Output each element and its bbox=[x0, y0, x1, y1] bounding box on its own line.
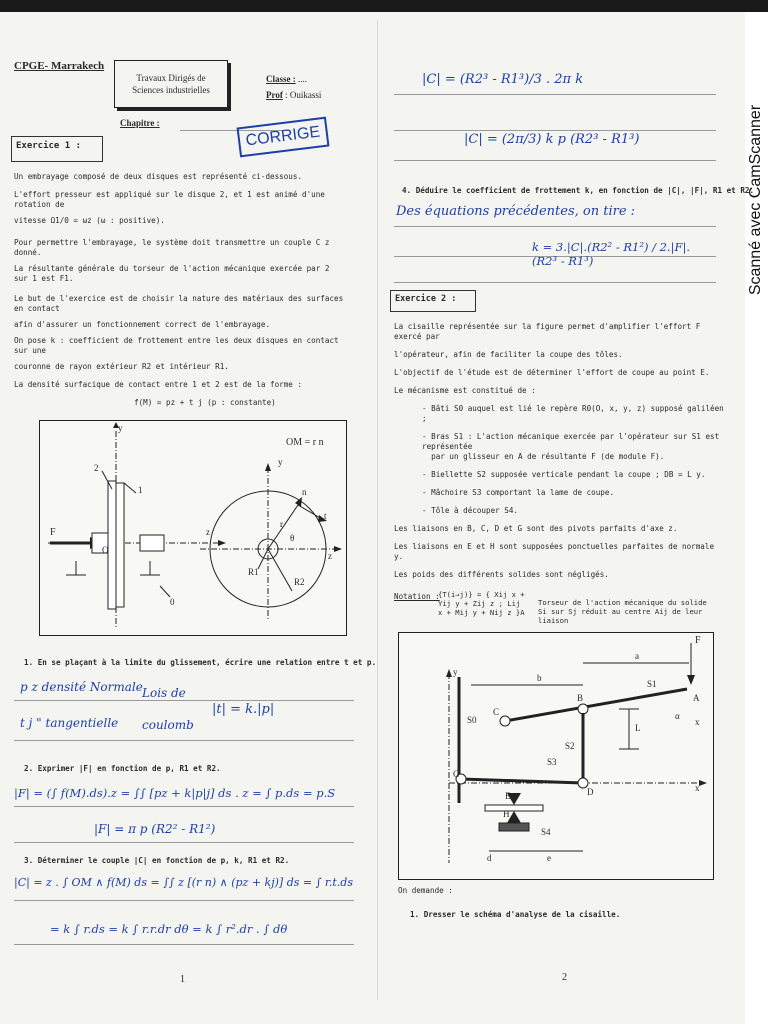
answer-line bbox=[14, 944, 354, 945]
fig2-D-label: D bbox=[587, 787, 594, 797]
school-name: CPGE- Marrakech bbox=[14, 60, 105, 72]
ex2-para: La cisaille représentée sur la figure permet d'amplifier l'effort F exercé par bbox=[394, 322, 701, 341]
t-vector-label: t bbox=[324, 511, 327, 521]
clutch-diagram bbox=[40, 421, 346, 635]
fig2-s3-label: S3 bbox=[547, 757, 557, 767]
ex1-para: L'effort presseur est appliqué sur le disque 2, et 1 est animé d'une rotation de bbox=[14, 190, 325, 209]
question-4: 4. Déduire le coefficient de frottement k, en fonction de |C|, |F|, R1 et R2. bbox=[402, 186, 755, 195]
fig2-alpha-label: α bbox=[675, 711, 680, 721]
r2-label: R2 bbox=[294, 577, 305, 587]
radius-label: r bbox=[280, 519, 283, 529]
ex1-para: Un embrayage composé de deux disques est représenté ci-dessous. bbox=[14, 172, 303, 181]
disk2-label: 2 bbox=[94, 463, 99, 473]
ex2-para: l'opérateur, afin de faciliter la coupe des tôles. bbox=[394, 350, 623, 359]
exercise1-title: Exercice 1 : bbox=[11, 136, 103, 162]
answer-line bbox=[394, 226, 716, 227]
ex1-para: Pour permettre l'embrayage, le système doit transmettre un couple C z donné. bbox=[14, 238, 330, 257]
answer-1-relation: |t| = k.|p| bbox=[212, 702, 275, 717]
shear-diagram bbox=[399, 633, 713, 879]
prof-label: Prof bbox=[266, 90, 283, 100]
notation-text: Torseur de l'action mécanique du solide Si sur Sj réduit au centre Aij de leur liaison bbox=[538, 598, 707, 625]
ex2-para: L'objectif de l'étude est de déterminer l'effort de coupe au point E. bbox=[394, 368, 710, 377]
ex1-para: On pose k : coefficient de frottement entre les deux disques en contact sur une bbox=[14, 336, 339, 355]
page-number-1: 1 bbox=[180, 974, 185, 985]
answer-2-line1: |F| = (∫ f(M).ds).z = ∫∫ [pz + k|p|j] ds . z = ∫ p.ds = p.S bbox=[14, 786, 336, 800]
ex1-para: afin d'assurer un fonctionnement correct de l'embrayage. bbox=[14, 320, 271, 329]
fig2-x-label: x bbox=[695, 717, 700, 727]
right-x-label: z bbox=[328, 551, 332, 561]
right-y-label: y bbox=[278, 457, 283, 467]
ex2-after: Les liaisons en B, C, D et G sont des pivots parfaits d'axe z. bbox=[394, 524, 678, 533]
answer-1-law: Lois de bbox=[142, 686, 186, 700]
ex1-para: couronne de rayon extérieur R2 et intérieur R1. bbox=[14, 362, 229, 371]
fig2-s0-label: S0 bbox=[467, 715, 477, 725]
scanner-watermark: Scanné avec CamScanner bbox=[747, 104, 764, 296]
question-2: 2. Exprimer |F| en fonction de p, R1 et R2. bbox=[24, 764, 221, 773]
answer-line bbox=[394, 160, 716, 161]
ex1-para: La densité surfacique de contact entre 1 et 2 est de la forme : bbox=[14, 380, 303, 389]
answer-3-cont-1: |C| = (R2³ - R1³)/3 . 2π k bbox=[422, 72, 584, 87]
classe-field bbox=[266, 74, 307, 84]
corrige-stamp: CORRIGE bbox=[237, 117, 330, 158]
notation-label: Notation : bbox=[394, 592, 440, 601]
om-label: OM = r n bbox=[286, 437, 324, 448]
fig2-s1-label: S1 bbox=[647, 679, 657, 689]
ex2-item: - Bâti S0 auquel est lié le repère R0(O, x, y, z) supposé galiléen ; bbox=[422, 404, 724, 423]
answer-line bbox=[14, 806, 354, 807]
disk1-label: 1 bbox=[138, 485, 143, 495]
td-title-line2: Sciences industrielles bbox=[132, 85, 210, 95]
ex2-para: Le mécanisme est constitué de : bbox=[394, 386, 536, 395]
classe-value: .... bbox=[298, 74, 307, 84]
ex2-item: - Biellette S2 supposée verticale pendant la coupe ; DB = L y. bbox=[422, 470, 706, 479]
ex1-para: La résultante générale du torseur de l'action mécanique exercée par 2 sur 1 est F1. bbox=[14, 264, 330, 283]
frame-label: 0 bbox=[170, 597, 175, 607]
classe-label: Classe : bbox=[266, 74, 296, 84]
ex2-after: Les liaisons en E et H sont supposées ponctuelles parfaites de normale y. bbox=[394, 542, 715, 561]
answer-4-intro: Des équations précédentes, on tire : bbox=[396, 204, 636, 219]
answer-line bbox=[14, 700, 354, 701]
fig2-L-label: L bbox=[635, 723, 641, 733]
ex1-para: Le but de l'exercice est de choisir la nature des matériaux des surfaces en contact bbox=[14, 294, 344, 313]
scan-top-edge bbox=[0, 0, 768, 12]
fig2-C-label: C bbox=[493, 707, 500, 717]
ex2-after: Les poids des différents solides sont négligés. bbox=[394, 570, 609, 579]
fig2-x2-label: x bbox=[695, 783, 700, 793]
fig2-H-label: H bbox=[503, 809, 510, 819]
exercise1-statement bbox=[14, 172, 344, 408]
shear-figure bbox=[398, 632, 714, 880]
fig2-A-label: A bbox=[693, 693, 700, 703]
answer-1-law2: coulomb bbox=[142, 718, 194, 732]
answer-2-line2: |F| = π p (R2² - R1²) bbox=[94, 822, 216, 836]
notation-torseur: {T(i→j)} = { Xij x + Yij y + Zij z ; Lij x + Mij y + Nij z }A bbox=[438, 590, 525, 617]
answer-line bbox=[394, 130, 716, 131]
answer-3-line2: = k ∫ r.ds = k ∫ r.r.dr dθ = k ∫ r².dr . ∫ dθ bbox=[50, 922, 288, 936]
ex2-item: - Bras S1 : L'action mécanique exercée par l'opérateur sur S1 est représentée bbox=[422, 432, 720, 451]
page-number-2: 2 bbox=[562, 972, 567, 983]
exercise2-title: Exercice 2 : bbox=[390, 290, 476, 312]
theta-label: θ bbox=[290, 533, 295, 543]
ex1-density-formula: f(M) = pz + t j (p : constante) bbox=[134, 398, 276, 407]
prof-value: : Ouikassi bbox=[285, 90, 322, 100]
page-divider bbox=[377, 20, 378, 1000]
fig2-s4-label: S4 bbox=[541, 827, 551, 837]
ex2-item: - Tôle à découper S4. bbox=[422, 506, 519, 515]
answer-line bbox=[394, 282, 716, 283]
answer-line bbox=[394, 94, 716, 95]
fig2-E-label: E bbox=[505, 791, 511, 801]
origin-label: O bbox=[102, 545, 109, 555]
answer-line bbox=[14, 842, 354, 843]
y-axis-label: y bbox=[118, 423, 123, 433]
td-title-line1: Travaux Dirigés de bbox=[136, 73, 206, 83]
r1-label: R1 bbox=[248, 567, 259, 577]
z-axis-label: z bbox=[206, 527, 210, 537]
fig2-force-label: F bbox=[695, 635, 701, 646]
ex2-item: par un glisseur en A de résultante F (de module F). bbox=[422, 452, 665, 461]
fig2-a-label: a bbox=[635, 651, 639, 661]
answer-1-tangential: t j " tangentielle bbox=[20, 716, 119, 730]
answer-3-cont-2: |C| = (2π/3) k p (R2³ - R1³) bbox=[464, 132, 640, 147]
fig2-B-label: B bbox=[577, 693, 584, 703]
chapitre-label: Chapitre : bbox=[120, 118, 160, 128]
answer-4-formula: k = 3.|C|.(R2² - R1²) / 2.|F|.(R2³ - R1³) bbox=[532, 240, 690, 268]
answer-line bbox=[14, 740, 354, 741]
force-label: F bbox=[50, 527, 56, 538]
answer-1-normal: p z densité Normale bbox=[20, 680, 143, 694]
fig2-G-label: G bbox=[453, 769, 460, 779]
answer-line bbox=[14, 900, 354, 901]
prof-field bbox=[266, 90, 321, 100]
ex1-para: vitesse Ω1/0 = ωz (ω : positive). bbox=[14, 216, 165, 225]
td-title-box bbox=[114, 60, 228, 108]
answer-3-line1: |C| = z . ∫ OM ∧ f(M) ds = ∫∫ z [(r n) ∧ (pz + kj)] ds = ∫ r.t.ds bbox=[14, 876, 353, 889]
fig2-d-label: d bbox=[487, 853, 492, 863]
on-demande: On demande : bbox=[398, 886, 453, 895]
fig2-y-label: y bbox=[453, 667, 458, 677]
ex2-question-1: 1. Dresser le schéma d'analyse de la cisaille. bbox=[410, 910, 621, 919]
fig2-s2-label: S2 bbox=[565, 741, 575, 751]
fig2-e-label: e bbox=[547, 853, 551, 863]
fig2-b-label: b bbox=[537, 673, 542, 683]
question-3: 3. Déterminer le couple |C| en fonction de p, k, R1 et R2. bbox=[24, 856, 290, 865]
exercise2-statement bbox=[394, 322, 724, 588]
question-1: 1. En se plaçant à la limite du glissement, écrire une relation entre t et p. bbox=[24, 658, 377, 667]
ex2-item: - Mâchoire S3 comportant la lame de coupe. bbox=[422, 488, 615, 497]
clutch-figure bbox=[39, 420, 347, 636]
n-vector-label: n bbox=[302, 487, 307, 497]
